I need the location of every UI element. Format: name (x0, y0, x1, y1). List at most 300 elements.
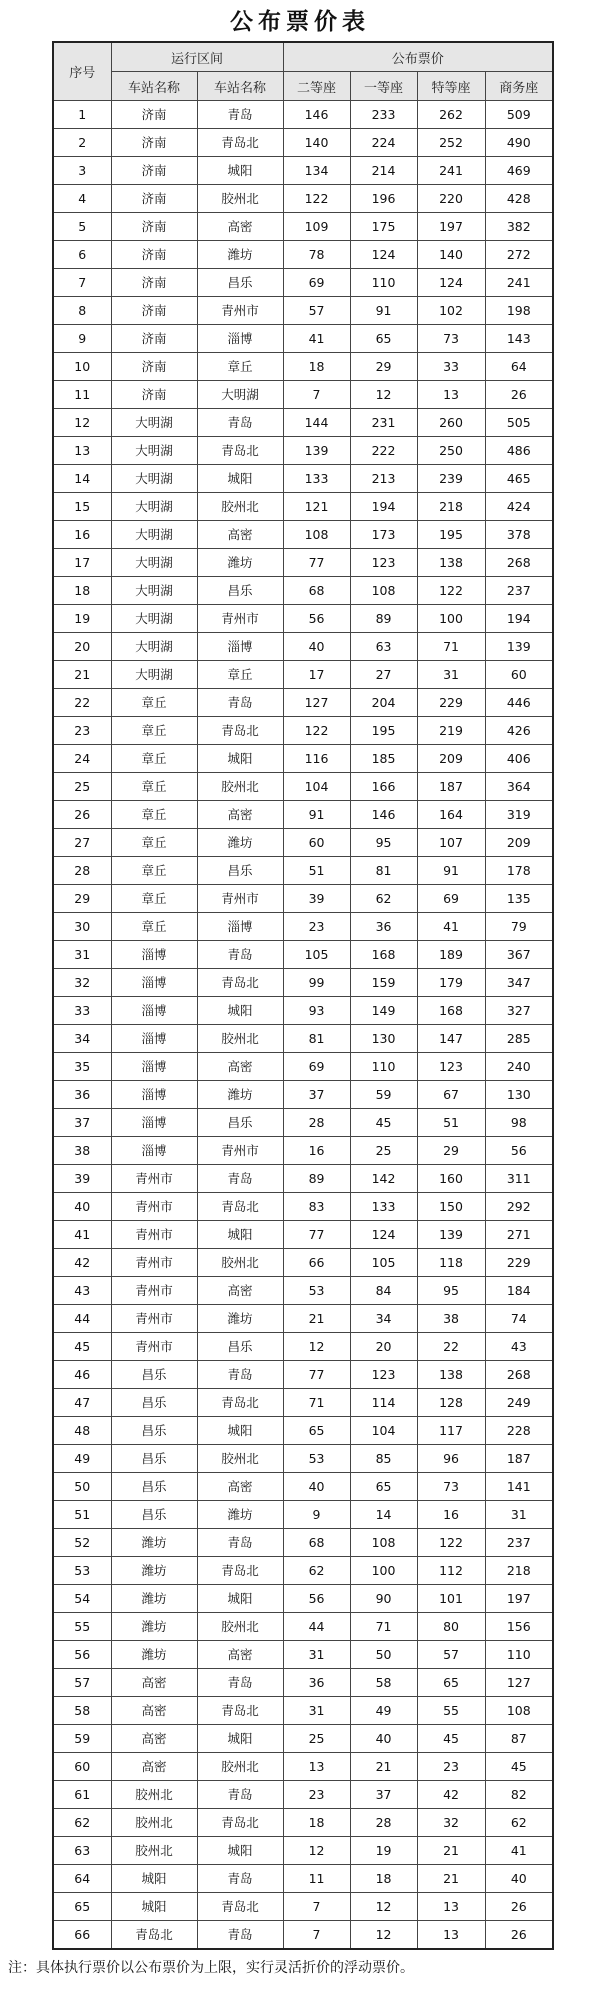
cell-index: 46 (53, 1361, 111, 1389)
cell-second-class-fare: 78 (283, 241, 350, 269)
cell-from-station: 潍坊 (111, 1529, 197, 1557)
header-route-group: 运行区间 (111, 42, 283, 72)
cell-premium-class-fare: 23 (417, 1753, 485, 1781)
cell-second-class-fare: 108 (283, 521, 350, 549)
cell-index: 28 (53, 857, 111, 885)
cell-index: 66 (53, 1921, 111, 1950)
cell-premium-class-fare: 197 (417, 213, 485, 241)
cell-first-class-fare: 110 (350, 1053, 417, 1081)
cell-business-class-fare: 486 (485, 437, 553, 465)
header-business-class: 商务座 (485, 72, 553, 101)
cell-premium-class-fare: 51 (417, 1109, 485, 1137)
cell-second-class-fare: 7 (283, 1893, 350, 1921)
cell-index: 49 (53, 1445, 111, 1473)
cell-index: 62 (53, 1809, 111, 1837)
cell-index: 38 (53, 1137, 111, 1165)
cell-index: 34 (53, 1025, 111, 1053)
cell-premium-class-fare: 102 (417, 297, 485, 325)
cell-premium-class-fare: 73 (417, 1473, 485, 1501)
cell-premium-class-fare: 57 (417, 1641, 485, 1669)
cell-premium-class-fare: 138 (417, 549, 485, 577)
cell-to-station: 昌乐 (197, 857, 283, 885)
cell-second-class-fare: 44 (283, 1613, 350, 1641)
table-row (53, 437, 553, 465)
cell-premium-class-fare: 91 (417, 857, 485, 885)
cell-business-class-fare: 26 (485, 1921, 553, 1950)
cell-to-station: 胶州北 (197, 1613, 283, 1641)
cell-business-class-fare: 237 (485, 1529, 553, 1557)
cell-premium-class-fare: 71 (417, 633, 485, 661)
cell-second-class-fare: 51 (283, 857, 350, 885)
cell-first-class-fare: 168 (350, 941, 417, 969)
cell-premium-class-fare: 13 (417, 1893, 485, 1921)
cell-premium-class-fare: 140 (417, 241, 485, 269)
cell-premium-class-fare: 138 (417, 1361, 485, 1389)
cell-first-class-fare: 194 (350, 493, 417, 521)
cell-to-station: 高密 (197, 213, 283, 241)
cell-second-class-fare: 127 (283, 689, 350, 717)
cell-premium-class-fare: 220 (417, 185, 485, 213)
cell-index: 16 (53, 521, 111, 549)
cell-from-station: 大明湖 (111, 437, 197, 465)
cell-premium-class-fare: 112 (417, 1557, 485, 1585)
cell-to-station: 昌乐 (197, 269, 283, 297)
cell-premium-class-fare: 250 (417, 437, 485, 465)
cell-second-class-fare: 21 (283, 1305, 350, 1333)
cell-to-station: 青岛 (197, 941, 283, 969)
cell-index: 5 (53, 213, 111, 241)
cell-business-class-fare: 285 (485, 1025, 553, 1053)
cell-first-class-fare: 12 (350, 1893, 417, 1921)
cell-from-station: 潍坊 (111, 1613, 197, 1641)
cell-from-station: 章丘 (111, 857, 197, 885)
cell-from-station: 章丘 (111, 689, 197, 717)
cell-first-class-fare: 95 (350, 829, 417, 857)
cell-index: 55 (53, 1613, 111, 1641)
cell-index: 21 (53, 661, 111, 689)
cell-first-class-fare: 231 (350, 409, 417, 437)
cell-first-class-fare: 45 (350, 1109, 417, 1137)
table-row (53, 1865, 553, 1893)
cell-business-class-fare: 31 (485, 1501, 553, 1529)
cell-first-class-fare: 108 (350, 577, 417, 605)
cell-from-station: 大明湖 (111, 493, 197, 521)
cell-business-class-fare: 209 (485, 829, 553, 857)
header-first-class: 一等座 (350, 72, 417, 101)
cell-index: 7 (53, 269, 111, 297)
cell-first-class-fare: 40 (350, 1725, 417, 1753)
page-title: 公布票价表 (230, 8, 370, 35)
cell-first-class-fare: 114 (350, 1389, 417, 1417)
cell-second-class-fare: 83 (283, 1193, 350, 1221)
cell-business-class-fare: 347 (485, 969, 553, 997)
cell-index: 32 (53, 969, 111, 997)
cell-from-station: 潍坊 (111, 1641, 197, 1669)
table-row (53, 1305, 553, 1333)
cell-second-class-fare: 28 (283, 1109, 350, 1137)
cell-premium-class-fare: 101 (417, 1585, 485, 1613)
cell-premium-class-fare: 241 (417, 157, 485, 185)
cell-second-class-fare: 71 (283, 1389, 350, 1417)
cell-from-station: 大明湖 (111, 465, 197, 493)
cell-to-station: 青岛北 (197, 969, 283, 997)
cell-second-class-fare: 116 (283, 745, 350, 773)
cell-business-class-fare: 364 (485, 773, 553, 801)
cell-from-station: 潍坊 (111, 1585, 197, 1613)
table-row (53, 633, 553, 661)
cell-index: 26 (53, 801, 111, 829)
cell-second-class-fare: 81 (283, 1025, 350, 1053)
cell-business-class-fare: 428 (485, 185, 553, 213)
cell-index: 35 (53, 1053, 111, 1081)
cell-first-class-fare: 123 (350, 549, 417, 577)
cell-first-class-fare: 59 (350, 1081, 417, 1109)
cell-from-station: 济南 (111, 157, 197, 185)
table-row (53, 409, 553, 437)
cell-premium-class-fare: 55 (417, 1697, 485, 1725)
cell-first-class-fare: 27 (350, 661, 417, 689)
cell-from-station: 昌乐 (111, 1445, 197, 1473)
cell-from-station: 章丘 (111, 717, 197, 745)
cell-to-station: 淄博 (197, 633, 283, 661)
table-row (53, 1697, 553, 1725)
cell-from-station: 淄博 (111, 1053, 197, 1081)
cell-to-station: 青岛北 (197, 1193, 283, 1221)
header-row-columns (53, 72, 553, 101)
cell-second-class-fare: 77 (283, 1361, 350, 1389)
cell-second-class-fare: 41 (283, 325, 350, 353)
cell-second-class-fare: 23 (283, 913, 350, 941)
table-row (53, 157, 553, 185)
cell-business-class-fare: 237 (485, 577, 553, 605)
cell-second-class-fare: 12 (283, 1837, 350, 1865)
cell-index: 50 (53, 1473, 111, 1501)
cell-index: 52 (53, 1529, 111, 1557)
footnote: 注：具体执行票价以公布票价为上限，实行灵活折价的浮动票价。 (8, 1960, 414, 1976)
cell-premium-class-fare: 252 (417, 129, 485, 157)
cell-to-station: 青岛北 (197, 1809, 283, 1837)
cell-second-class-fare: 109 (283, 213, 350, 241)
cell-business-class-fare: 74 (485, 1305, 553, 1333)
cell-second-class-fare: 139 (283, 437, 350, 465)
cell-from-station: 城阳 (111, 1893, 197, 1921)
cell-first-class-fare: 81 (350, 857, 417, 885)
table-row (53, 661, 553, 689)
cell-second-class-fare: 133 (283, 465, 350, 493)
cell-first-class-fare: 84 (350, 1277, 417, 1305)
cell-first-class-fare: 91 (350, 297, 417, 325)
cell-premium-class-fare: 67 (417, 1081, 485, 1109)
cell-first-class-fare: 104 (350, 1417, 417, 1445)
cell-business-class-fare: 60 (485, 661, 553, 689)
cell-first-class-fare: 213 (350, 465, 417, 493)
cell-second-class-fare: 31 (283, 1641, 350, 1669)
table-row (53, 1389, 553, 1417)
cell-first-class-fare: 123 (350, 1361, 417, 1389)
cell-to-station: 青州市 (197, 605, 283, 633)
cell-first-class-fare: 142 (350, 1165, 417, 1193)
cell-second-class-fare: 18 (283, 353, 350, 381)
cell-from-station: 章丘 (111, 913, 197, 941)
cell-first-class-fare: 133 (350, 1193, 417, 1221)
cell-second-class-fare: 40 (283, 633, 350, 661)
cell-to-station: 青岛 (197, 1529, 283, 1557)
table-row (53, 269, 553, 297)
cell-second-class-fare: 39 (283, 885, 350, 913)
table-row (53, 1641, 553, 1669)
table-row (53, 1053, 553, 1081)
cell-premium-class-fare: 124 (417, 269, 485, 297)
cell-first-class-fare: 18 (350, 1865, 417, 1893)
cell-index: 59 (53, 1725, 111, 1753)
cell-index: 65 (53, 1893, 111, 1921)
table-row (53, 1893, 553, 1921)
cell-to-station: 胶州北 (197, 1445, 283, 1473)
cell-index: 47 (53, 1389, 111, 1417)
table-row (53, 101, 553, 129)
cell-from-station: 济南 (111, 213, 197, 241)
cell-second-class-fare: 89 (283, 1165, 350, 1193)
cell-from-station: 淄博 (111, 1137, 197, 1165)
cell-to-station: 胶州北 (197, 773, 283, 801)
table-row (53, 1417, 553, 1445)
cell-first-class-fare: 233 (350, 101, 417, 129)
cell-premium-class-fare: 239 (417, 465, 485, 493)
cell-from-station: 淄博 (111, 1025, 197, 1053)
cell-from-station: 大明湖 (111, 409, 197, 437)
cell-index: 60 (53, 1753, 111, 1781)
cell-premium-class-fare: 164 (417, 801, 485, 829)
cell-from-station: 青州市 (111, 1249, 197, 1277)
cell-second-class-fare: 77 (283, 1221, 350, 1249)
cell-index: 56 (53, 1641, 111, 1669)
cell-premium-class-fare: 229 (417, 689, 485, 717)
cell-to-station: 城阳 (197, 1837, 283, 1865)
cell-premium-class-fare: 122 (417, 577, 485, 605)
cell-index: 48 (53, 1417, 111, 1445)
table-row (53, 1501, 553, 1529)
cell-first-class-fare: 65 (350, 325, 417, 353)
cell-to-station: 昌乐 (197, 1109, 283, 1137)
cell-from-station: 济南 (111, 381, 197, 409)
cell-to-station: 青岛 (197, 1865, 283, 1893)
cell-first-class-fare: 14 (350, 1501, 417, 1529)
cell-index: 43 (53, 1277, 111, 1305)
cell-first-class-fare: 108 (350, 1529, 417, 1557)
cell-first-class-fare: 25 (350, 1137, 417, 1165)
cell-first-class-fare: 90 (350, 1585, 417, 1613)
cell-from-station: 济南 (111, 269, 197, 297)
cell-from-station: 大明湖 (111, 661, 197, 689)
cell-business-class-fare: 367 (485, 941, 553, 969)
table-row (53, 521, 553, 549)
table-row (53, 1753, 553, 1781)
cell-from-station: 济南 (111, 241, 197, 269)
cell-first-class-fare: 185 (350, 745, 417, 773)
cell-premium-class-fare: 262 (417, 101, 485, 129)
cell-to-station: 青岛北 (197, 1697, 283, 1725)
table-row (53, 913, 553, 941)
cell-first-class-fare: 124 (350, 241, 417, 269)
cell-index: 36 (53, 1081, 111, 1109)
cell-index: 30 (53, 913, 111, 941)
cell-premium-class-fare: 117 (417, 1417, 485, 1445)
table-row (53, 241, 553, 269)
cell-to-station: 青岛 (197, 1781, 283, 1809)
cell-first-class-fare: 222 (350, 437, 417, 465)
cell-business-class-fare: 268 (485, 1361, 553, 1389)
cell-to-station: 大明湖 (197, 381, 283, 409)
cell-business-class-fare: 194 (485, 605, 553, 633)
cell-premium-class-fare: 29 (417, 1137, 485, 1165)
cell-index: 22 (53, 689, 111, 717)
cell-premium-class-fare: 42 (417, 1781, 485, 1809)
cell-first-class-fare: 100 (350, 1557, 417, 1585)
header-from-station: 车站名称 (111, 72, 197, 101)
cell-business-class-fare: 228 (485, 1417, 553, 1445)
cell-first-class-fare: 214 (350, 157, 417, 185)
cell-business-class-fare: 327 (485, 997, 553, 1025)
cell-premium-class-fare: 41 (417, 913, 485, 941)
cell-premium-class-fare: 147 (417, 1025, 485, 1053)
cell-second-class-fare: 23 (283, 1781, 350, 1809)
cell-from-station: 淄博 (111, 1081, 197, 1109)
cell-index: 39 (53, 1165, 111, 1193)
table-row (53, 1809, 553, 1837)
cell-to-station: 潍坊 (197, 829, 283, 857)
cell-business-class-fare: 241 (485, 269, 553, 297)
cell-to-station: 高密 (197, 1641, 283, 1669)
cell-premium-class-fare: 32 (417, 1809, 485, 1837)
cell-second-class-fare: 9 (283, 1501, 350, 1529)
cell-second-class-fare: 65 (283, 1417, 350, 1445)
table-row (53, 185, 553, 213)
cell-business-class-fare: 98 (485, 1109, 553, 1137)
cell-business-class-fare: 268 (485, 549, 553, 577)
cell-premium-class-fare: 96 (417, 1445, 485, 1473)
cell-first-class-fare: 166 (350, 773, 417, 801)
cell-premium-class-fare: 31 (417, 661, 485, 689)
cell-business-class-fare: 240 (485, 1053, 553, 1081)
table-row (53, 1585, 553, 1613)
header-premium-class: 特等座 (417, 72, 485, 101)
cell-first-class-fare: 29 (350, 353, 417, 381)
cell-first-class-fare: 21 (350, 1753, 417, 1781)
cell-to-station: 城阳 (197, 1725, 283, 1753)
cell-to-station: 高密 (197, 521, 283, 549)
cell-business-class-fare: 127 (485, 1669, 553, 1697)
cell-second-class-fare: 140 (283, 129, 350, 157)
cell-from-station: 大明湖 (111, 521, 197, 549)
table-row (53, 1669, 553, 1697)
cell-to-station: 章丘 (197, 661, 283, 689)
cell-premium-class-fare: 179 (417, 969, 485, 997)
cell-from-station: 大明湖 (111, 605, 197, 633)
cell-second-class-fare: 17 (283, 661, 350, 689)
cell-from-station: 章丘 (111, 885, 197, 913)
table-row (53, 1613, 553, 1641)
table-row (53, 129, 553, 157)
cell-business-class-fare: 40 (485, 1865, 553, 1893)
cell-to-station: 潍坊 (197, 241, 283, 269)
cell-from-station: 城阳 (111, 1865, 197, 1893)
cell-premium-class-fare: 22 (417, 1333, 485, 1361)
table-row (53, 1137, 553, 1165)
cell-index: 63 (53, 1837, 111, 1865)
cell-from-station: 青州市 (111, 1165, 197, 1193)
table-row (53, 689, 553, 717)
cell-second-class-fare: 18 (283, 1809, 350, 1837)
table-row (53, 1781, 553, 1809)
cell-from-station: 青州市 (111, 1305, 197, 1333)
table-row (53, 549, 553, 577)
cell-premium-class-fare: 122 (417, 1529, 485, 1557)
cell-business-class-fare: 110 (485, 1641, 553, 1669)
header-to-station: 车站名称 (197, 72, 283, 101)
cell-business-class-fare: 139 (485, 633, 553, 661)
cell-from-station: 淄博 (111, 941, 197, 969)
table-row (53, 381, 553, 409)
cell-index: 44 (53, 1305, 111, 1333)
cell-to-station: 青州市 (197, 297, 283, 325)
cell-second-class-fare: 36 (283, 1669, 350, 1697)
cell-index: 37 (53, 1109, 111, 1137)
cell-from-station: 胶州北 (111, 1837, 197, 1865)
cell-to-station: 城阳 (197, 465, 283, 493)
table-row (53, 1165, 553, 1193)
cell-to-station: 昌乐 (197, 1333, 283, 1361)
cell-to-station: 青岛 (197, 101, 283, 129)
cell-from-station: 济南 (111, 185, 197, 213)
cell-to-station: 青岛 (197, 689, 283, 717)
cell-index: 13 (53, 437, 111, 465)
table-row (53, 1193, 553, 1221)
cell-business-class-fare: 108 (485, 1697, 553, 1725)
cell-to-station: 青岛 (197, 1669, 283, 1697)
cell-index: 12 (53, 409, 111, 437)
cell-index: 29 (53, 885, 111, 913)
table-row (53, 1081, 553, 1109)
header-row-groups (53, 42, 553, 72)
cell-index: 45 (53, 1333, 111, 1361)
cell-second-class-fare: 122 (283, 185, 350, 213)
cell-to-station: 潍坊 (197, 1501, 283, 1529)
cell-index: 51 (53, 1501, 111, 1529)
cell-second-class-fare: 62 (283, 1557, 350, 1585)
cell-to-station: 潍坊 (197, 549, 283, 577)
table-row (53, 353, 553, 381)
cell-business-class-fare: 509 (485, 101, 553, 129)
cell-business-class-fare: 156 (485, 1613, 553, 1641)
cell-from-station: 淄博 (111, 997, 197, 1025)
cell-index: 9 (53, 325, 111, 353)
cell-premium-class-fare: 168 (417, 997, 485, 1025)
table-row (53, 941, 553, 969)
cell-first-class-fare: 130 (350, 1025, 417, 1053)
cell-first-class-fare: 28 (350, 1809, 417, 1837)
cell-business-class-fare: 64 (485, 353, 553, 381)
cell-premium-class-fare: 139 (417, 1221, 485, 1249)
cell-second-class-fare: 99 (283, 969, 350, 997)
cell-index: 41 (53, 1221, 111, 1249)
cell-premium-class-fare: 187 (417, 773, 485, 801)
cell-from-station: 济南 (111, 129, 197, 157)
cell-second-class-fare: 134 (283, 157, 350, 185)
cell-from-station: 淄博 (111, 969, 197, 997)
cell-to-station: 青岛北 (197, 1893, 283, 1921)
cell-premium-class-fare: 107 (417, 829, 485, 857)
cell-first-class-fare: 85 (350, 1445, 417, 1473)
